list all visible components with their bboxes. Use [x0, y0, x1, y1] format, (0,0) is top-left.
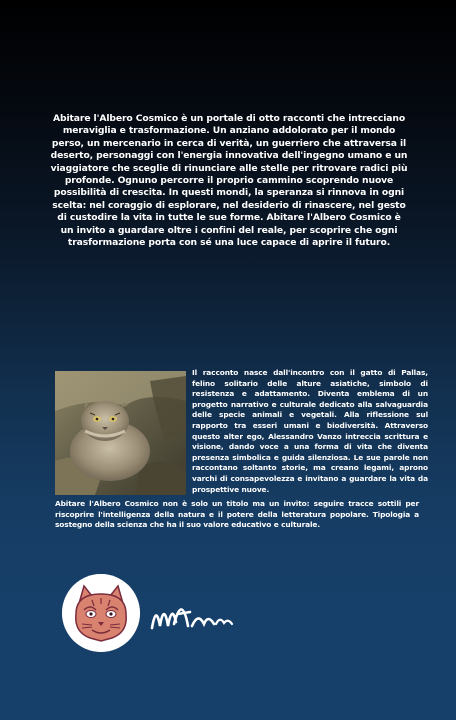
- signature-mark: [148, 590, 238, 640]
- side-text: Il racconto nasce dall'incontro con il gatto di Pallas, felino solitario delle alture asiatiche, simbolo di resistenza e adattamento. Diventa emblema di un progetto narrativo e culturale dedicato alla salvaguardia delle specie animali e vegetali. Alla riflessione sul rapporto tra esseri umani e biodiversità. Attraverso questo alter ego, Alessandro Vanzo intreccia scrittura e visione, dando voce a una forma di vita che diventa presenza simbolica e guida silenziosa. Le sue parole non raccontano soltanto storie, ma creano legami, aprono varchi di consapevolezza e invitano a guardare la vita da prospettive nuove.: [192, 368, 428, 494]
- pallas-cat-photo: [55, 371, 186, 495]
- closing-paragraph: [55, 499, 419, 531]
- pallas-cat-image: [55, 371, 186, 495]
- author-paragraph: [192, 368, 428, 495]
- intro-paragraph: [50, 113, 408, 249]
- bottom-text: Abitare l'Albero Cosmico non è solo un titolo ma un invito: seguire tracce sottili per riscoprire l'intelligenza della natura e il potere della letteratura popolare. Tipologia a sostegno della scienza che ha il suo valore educativo e culturale.: [55, 499, 419, 530]
- signature-icon: [148, 590, 238, 640]
- intro-text: Abitare l'Albero Cosmico è un portale di otto racconti che intrecciano meraviglia e trasformazione. Un anziano addolorato per il mondo perso, un mercenario in cerca di verità, un guerriero che attraversa il deserto, personaggi con l'energia innovativa dell'ingegno umano e un viaggiatore che sceglie di rinunciare alle stelle per ritrovare radici più profonde. Ognuno percorre il proprio cammino scoprendo nuove possibilità di crescita. In questi mondi, la speranza si rinnova in ogni scelta: nel coraggio di esplorare, nel desiderio di rinascere, nel gesto di custodire la vita in tutte le sue forme. Abitare l'Albero Cosmico è un invito a guardare oltre i confini del reale, per scoprire che ogni trasformazione porta con sé una luce capace di aprire il futuro.: [50, 113, 408, 249]
- cat-face-logo: [62, 574, 140, 652]
- cat-face-icon: [62, 574, 140, 652]
